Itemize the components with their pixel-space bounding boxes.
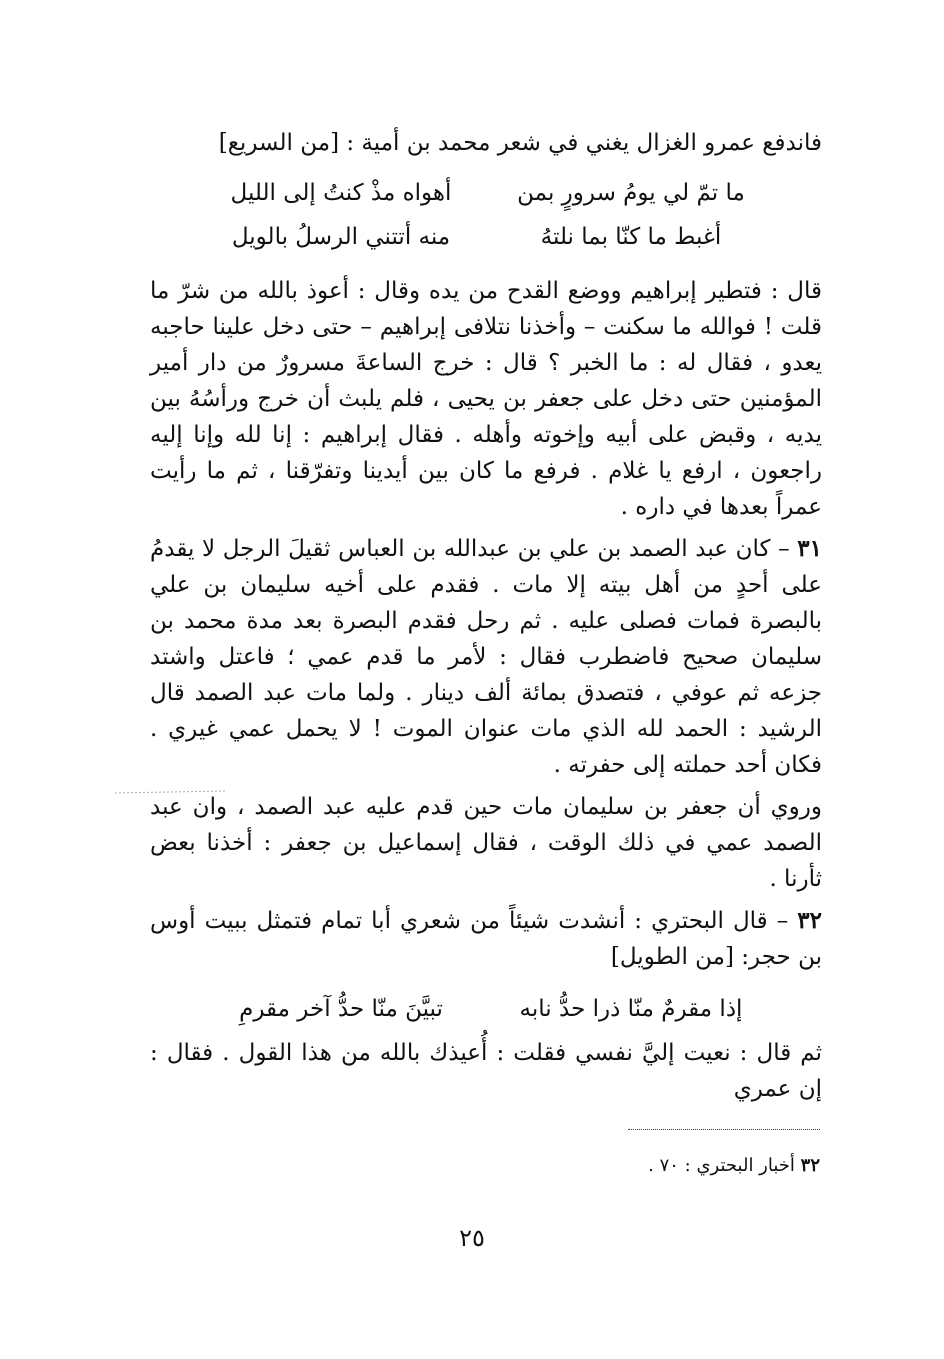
paragraph-31 xyxy=(150,531,822,783)
paragraph: وروي أن جعفر بن سليمان مات حين قدم عليه عبد الصمد ، وان عبد الصمد عمي في ذلك الوقت ، فقال إسماعيل بن جعفر : أخذنا بعض ثأرنا . xyxy=(150,794,822,892)
poem-verses xyxy=(150,171,822,259)
verse-line xyxy=(150,171,822,215)
footnote-number: ٣٢ xyxy=(800,1155,820,1176)
footnote xyxy=(400,1152,820,1180)
footnote-text: أخبار البحتري : ٧٠ . xyxy=(648,1155,795,1176)
verse-line xyxy=(150,987,822,1031)
paragraph: قال : فتطير إبراهيم ووضع القدح من يده وقال : أعوذ بالله من شرّ ما قلت ! فوالله ما سكنت – وأخذنا نتلافى إبراهيم – حتى دخل علينا حاجبه يعدو ، فقال له : ما الخبر ؟ قال : خرج الساعةَ مسرورٌ من دار أمير المؤمنين حتى دخل على جعفر بن يحيى ، فلم يلبث أن خرج ورأسُهُ بين يديه ، وقبض على أبيه وإخوته وأهله . فقال إبراهيم : إنا لله وإنا إليه راجعون ، ارفع يا غلام . فرفع ما كان بين أيدينا وتفرّقنا ، ثم ما رأيت عمراً بعدها في داره . xyxy=(150,278,822,520)
page-number: ٢٥ xyxy=(459,1224,485,1252)
verse-second-hemistich: تبيَّنَ منّا حدُّ آخر مقرمِ xyxy=(239,996,443,1022)
paragraph: ثم قال : نعيت إليَّ نفسي فقلت : أُعيذك بالله من هذا القول . فقال : إن عمري xyxy=(150,1040,822,1102)
paragraph-32 xyxy=(150,903,822,975)
verse-first-hemistich: إذا مقرمٌ منّا ذرا حدُّ نابه xyxy=(519,996,743,1022)
verse-second-hemistich: منه أتتني الرسلُ بالويل xyxy=(231,224,451,250)
paragraph-text: – قال البحتري : أنشدت شيئاً من شعري أبا تمام فتمثل ببيت أوس بن حجر: [من الطويل] xyxy=(150,908,822,970)
section-number: ٣١ xyxy=(797,535,822,562)
page-body xyxy=(150,125,822,1113)
intro-line: فاندفع عمرو الغزال يغني في شعر محمد بن أمية : [من السريع] xyxy=(218,130,822,156)
verse-first-hemistich: أغبط ما كنّا بما نلتهُ xyxy=(540,224,722,250)
verse-second-hemistich: أهواه مذْ كنتُ إلى الليل xyxy=(230,180,452,206)
footnote-divider xyxy=(628,1129,820,1130)
verse-line xyxy=(150,215,822,259)
section-number: ٣٢ xyxy=(797,907,822,934)
margin-scratch-mark xyxy=(115,790,225,794)
verse-first-hemistich: ما تمّ لي يومُ سرورٍ بمن xyxy=(517,180,745,206)
paragraph-text: – كان عبد الصمد بن علي بن عبدالله بن العباس ثقيلَ الرجل لا يقدمُ على أحدٍ من أهل بيته إلا مات . فقدم على أخيه سليمان بن علي بالبصرة فمات فصلى عليه . ثم رحل فقدم البصرة بعد مدة محمد بن سليمان صحيح فاضطرب فقال : لأمر ما قدم عمي ؛ فاعتل واشتد جزعه ثم عوفي ، فتصدق بمائة ألف دينار . ولما مات عبد الصمد قال الرشيد : الحمد لله الذي مات عنوان الموت ! لا يحمل عمي غيري . فكان أحد حملته إلى حفرته . xyxy=(150,536,822,778)
